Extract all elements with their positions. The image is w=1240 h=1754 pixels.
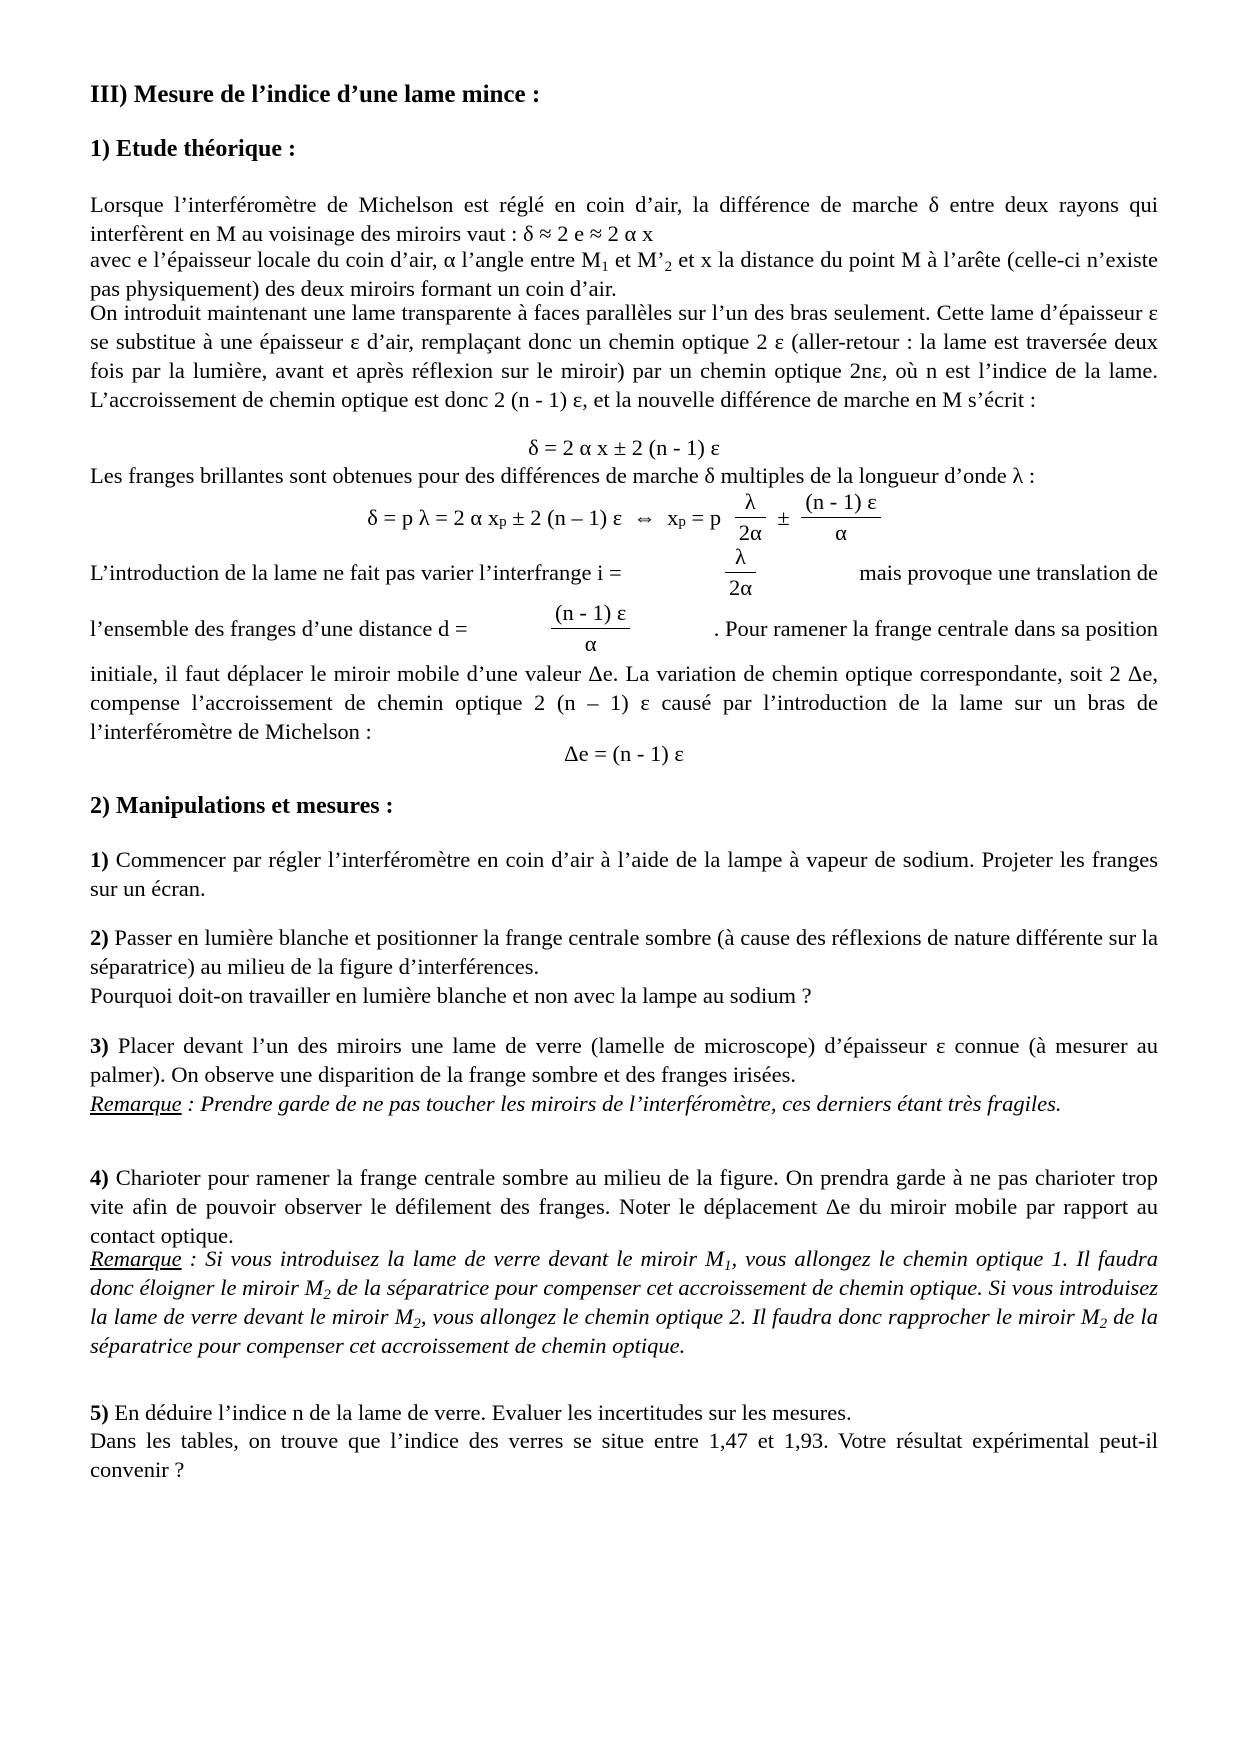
theory-heading: 1) Etude théorique :	[90, 136, 296, 162]
theory-paragraph-1: Lorsque l’interféromètre de Michelson est réglé en coin d’air, la différence de marche δ entre deux rayons qui interfèrent en M au voisinage des miroirs vaut : δ ≈ 2 e ≈ 2 α x	[90, 192, 1158, 246]
step-4-remark: Remarque : Si vous introduisez la lame de verre devant le miroir $M_1$, vous allongez le chemin optique 1. Il faudra donc éloigner le miroir $M_2$ de la séparatrice pour compenser cet accroissement de chemin optique. Si vous introduisez la lame de verre devant le miroir $M_2$, vous allongez le chemin optique 2. Il faudra donc rapprocher le miroir $M_2$ de la séparatrice pour compenser cet accroissement de chemin optique.	[90, 1246, 1158, 1358]
step-4: 4) Charioter pour ramener la frange centrale sombre au milieu de la figure. On prendra garde à ne pas charioter trop vite afin de pouvoir observer le défilement des franges. Noter le déplacement Δe du miroir mobile par rapport au contact optique.	[90, 1165, 1158, 1248]
step-3-remark: Remarque : Prendre garde de ne pas toucher les miroirs de l’interféromètre, ces derniers étant très fragiles.	[90, 1091, 1062, 1116]
fraction-translation-distance: $\frac{(n - 1) \varepsilon}{\alpha}$	[551, 598, 630, 659]
step-2: 2) Passer en lumière blanche et positionner la frange centrale sombre (à cause des réflexions de nature différente sur la séparatrice) au milieu de la figure d’interférences.	[90, 925, 1158, 979]
equation-bright-fringes: δ = p λ = 2 α xp ± 2 (n – 1) ε ⇔ xp = p $\frac{\lambda}{2\alpha}$ ± $\frac{(n - 1) \varepsilon}{\alpha}$	[90, 487, 1158, 548]
step-5-question: Dans les tables, on trouve que l’indice des verres se situe entre 1,47 et 1,93. Votre résultat expérimental peut-il convenir ?	[90, 1428, 1158, 1482]
theory-paragraph-4: Les franges brillantes sont obtenues pour des différences de marche δ multiples de la longueur d’onde λ :	[90, 463, 1036, 488]
equation-mirror-displacement: Δe = (n - 1) ε	[564, 741, 684, 766]
theory-paragraph-2: avec e l’épaisseur locale du coin d’air, α l’angle entre $M_1$ et $M’_2$ et x la distance du point M à l’arête (celle-ci n’existe pas physiquement) des deux miroirs formant un coin d’air.	[90, 247, 1158, 301]
step-1: 1) Commencer par régler l’interféromètre en coin d’air à l’aide de la lampe à vapeur de sodium. Projeter les franges sur un écran.	[90, 847, 1158, 901]
equation-path-difference: δ = 2 α x ± 2 (n - 1) ε	[528, 435, 720, 460]
step-2-question: Pourquoi doit-on travailler en lumière blanche et non avec la lampe au sodium ?	[90, 983, 812, 1008]
step-5: 5) En déduire l’indice n de la lame de verre. Evaluer les incertitudes sur les mesures.	[90, 1400, 852, 1425]
step-3: 3) Placer devant l’un des miroirs une lame de verre (lamelle de microscope) d’épaisseur ε connue (à mesurer au palmer). On observe une disparition de la frange sombre et des franges irisées.	[90, 1033, 1158, 1087]
fraction-n-minus-1-eps-over-alpha: $\frac{(n - 1) \varepsilon}{\alpha}$	[801, 487, 880, 548]
manip-heading: 2) Manipulations et mesures :	[90, 793, 394, 819]
theory-paragraph-6: initiale, il faut déplacer le miroir mobile d’une valeur Δe. La variation de chemin optique correspondante, soit 2 Δe, compense l’accroissement de chemin optique 2 (n – 1) ε causé par l’introduction de la lame sur un bras de l’interféromètre de Michelson :	[90, 661, 1158, 744]
section-title: III) Mesure de l’indice d’une lame mince :	[90, 81, 541, 108]
fraction-interfringe: $\frac{\lambda}{2\alpha}$	[725, 542, 756, 603]
theory-paragraph-3: On introduit maintenant une lame transparente à faces parallèles sur l’un des bras seulement. Cette lame d’épaisseur ε se substitue à une épaisseur ε d’air, remplaçant donc un chemin optique 2 ε (aller-retour : la lame est traversée deux fois par la lumière, avant et après réflexion sur le miroir) par un chemin optique 2nε, où n est l’indice de la lame. L’accroissement de chemin optique est donc 2 (n - 1) ε, et la nouvelle différence de marche en M s’écrit :	[90, 300, 1158, 412]
translation-line: l’ensemble des franges d’une distance d = $\frac{(n - 1) \varepsilon}{\alpha}$ . Pour ramener la frange centrale dans sa position	[90, 598, 1158, 659]
fraction-lambda-over-2alpha: $\frac{\lambda}{2\alpha}$	[735, 487, 766, 548]
interfringe-line: L’introduction de la lame ne fait pas varier l’interfrange i = $\frac{\lambda}{2\alpha}$ mais provoque une translation de	[90, 542, 1158, 603]
